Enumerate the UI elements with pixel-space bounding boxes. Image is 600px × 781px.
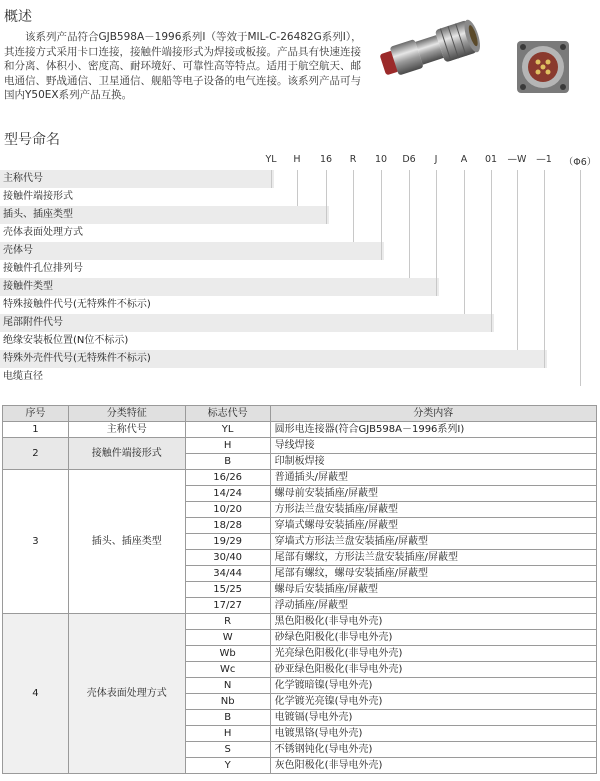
- label-plug-type: 插头、插座类型: [0, 206, 329, 224]
- group-no: 1: [3, 422, 69, 438]
- table-row: [3, 422, 597, 438]
- row-code: H: [185, 726, 270, 742]
- header-no: 序号: [3, 406, 69, 422]
- code-yl: YL: [265, 154, 277, 165]
- row-code: 10/20: [185, 502, 270, 518]
- row-content: 黑色阳极化(非导电外壳): [270, 614, 596, 630]
- row-content: 光亮绿色阳极化(非导电外壳): [270, 646, 596, 662]
- row-code: B: [185, 710, 270, 726]
- group-no: 2: [3, 438, 69, 470]
- row-content: 导线焊接: [270, 438, 596, 454]
- connector-line: [409, 170, 410, 278]
- overview-title: 概述: [4, 9, 32, 25]
- row-code: S: [185, 742, 270, 758]
- connector-line: [381, 170, 382, 260]
- row-code: Wb: [185, 646, 270, 662]
- row-code: 18/28: [185, 518, 270, 534]
- row-code: 19/29: [185, 534, 270, 550]
- row-content: 尾部有螺纹，方形法兰盘安装插座/屏蔽型: [270, 550, 596, 566]
- group-category: 壳体表面处理方式: [68, 614, 185, 774]
- code-1: —1: [536, 154, 552, 165]
- table-row: [3, 614, 597, 630]
- row-content: 螺母后安装插座/屏蔽型: [270, 582, 596, 598]
- connector-line: [353, 170, 354, 242]
- code-h: H: [293, 154, 301, 165]
- label-shell-size: 壳体号: [0, 242, 384, 260]
- model-title: 型号命名: [4, 132, 60, 148]
- label-cable-diameter: 电缆直径: [3, 371, 43, 382]
- row-content: 螺母前安装插座/屏蔽型: [270, 486, 596, 502]
- row-content: 印制板焊接: [270, 454, 596, 470]
- row-code: Wc: [185, 662, 270, 678]
- overview-paragraph: [4, 30, 370, 103]
- group-no: 4: [3, 614, 69, 774]
- connector-line: [271, 170, 272, 188]
- row-code: 14/24: [185, 486, 270, 502]
- code-01: 01: [484, 154, 498, 165]
- connector-line: [517, 170, 518, 350]
- code-r: R: [349, 154, 357, 165]
- row-code: 34/44: [185, 566, 270, 582]
- row-content: 化学镀暗镍(导电外壳): [270, 678, 596, 694]
- label-rear-accessory: 尾部附件代号: [0, 314, 494, 332]
- row-code: Nb: [185, 694, 270, 710]
- row-content: 方形法兰盘安装插座/屏蔽型: [270, 502, 596, 518]
- label-insert-arrangement: 接触件孔位排列号: [3, 263, 83, 274]
- plug-connector-image: [372, 12, 492, 84]
- code-cable-diameter: （Φ6）: [563, 157, 597, 168]
- row-content: 圆形电连接器(符合GJB598A－1996系列Ⅰ): [270, 422, 596, 438]
- label-special-shell: 特殊外壳件代号(无特殊件不标示): [0, 350, 547, 368]
- row-content: 浮动插座/屏蔽型: [270, 598, 596, 614]
- row-content: 穿墙式螺母安装插座/屏蔽型: [270, 518, 596, 534]
- row-content: 化学镀光亮镍(导电外壳): [270, 694, 596, 710]
- label-contact-type: 接触件类型: [0, 278, 439, 296]
- group-no: 3: [3, 470, 69, 614]
- label-special-contact: 特殊接触件代号(无特殊件不标示): [3, 299, 151, 310]
- row-content: 普通插头/屏蔽型: [270, 470, 596, 486]
- connector-line: [580, 170, 581, 386]
- row-content: 灰色阳极化(非导电外壳): [270, 758, 596, 774]
- overview-text: 该系列产品符合GJB598A－1996系列Ⅰ（等效于MIL-C-26482G系列Ⅰ），其连接方式采用卡口连接，接触件端接形式为焊接或板接。产品具有快速连接和分离、体积小、密度高、耐环境好、可靠性高等特点。适用于航空航天、邮电通信、野战通信、卫星通信、舰船等电子设备的电气连接。该系列产品可与国内Y50EX系列产品互换。: [4, 31, 362, 102]
- table-row: [3, 470, 597, 486]
- row-code: 17/27: [185, 598, 270, 614]
- row-content: 砂亚绿色阳极化(非导电外壳): [270, 662, 596, 678]
- code-d6: D6: [402, 154, 416, 165]
- label-main-code: 主称代号: [0, 170, 274, 188]
- code-w: —W: [507, 154, 527, 165]
- receptacle-connector-image: [514, 38, 572, 96]
- row-code: R: [185, 614, 270, 630]
- row-content: 砂绿色阳极化(非导电外壳): [270, 630, 596, 646]
- row-code: Y: [185, 758, 270, 774]
- label-surface: 壳体表面处理方式: [3, 227, 83, 238]
- table-row: [3, 438, 597, 454]
- row-code: N: [185, 678, 270, 694]
- row-code: 30/40: [185, 550, 270, 566]
- row-code: B: [185, 454, 270, 470]
- connector-line: [464, 170, 465, 314]
- code-10: 10: [374, 154, 388, 165]
- group-category: 主称代号: [68, 422, 185, 438]
- connector-line: [491, 170, 492, 332]
- header-code: 标志代号: [185, 406, 270, 422]
- row-content: 穿墙式方形法兰盘安装插座/屏蔽型: [270, 534, 596, 550]
- group-category: 接触件端接形式: [68, 438, 185, 470]
- header-content: 分类内容: [270, 406, 596, 422]
- code-a: A: [460, 154, 468, 165]
- row-content: 尾部有螺纹，螺母安装插座/屏蔽型: [270, 566, 596, 582]
- connector-line: [544, 170, 545, 368]
- row-content: 不锈钢钝化(导电外壳): [270, 742, 596, 758]
- row-code: W: [185, 630, 270, 646]
- connector-line: [326, 170, 327, 224]
- spec-table: [2, 405, 597, 774]
- code-16: 16: [319, 154, 333, 165]
- table-header-row: [3, 406, 597, 422]
- row-code: 15/25: [185, 582, 270, 598]
- row-code: H: [185, 438, 270, 454]
- label-insulator-position: 绝缘安装板位置(N位不标示): [3, 335, 129, 346]
- connector-line: [436, 170, 437, 296]
- group-category: 插头、插座类型: [68, 470, 185, 614]
- row-code: 16/26: [185, 470, 270, 486]
- header-category: 分类特征: [68, 406, 185, 422]
- code-j: J: [434, 154, 438, 165]
- row-content: 电镀镉(导电外壳): [270, 710, 596, 726]
- connector-line: [297, 170, 298, 206]
- row-code: YL: [185, 422, 270, 438]
- row-content: 电镀黑铬(导电外壳): [270, 726, 596, 742]
- label-termination: 接触件端接形式: [3, 191, 73, 202]
